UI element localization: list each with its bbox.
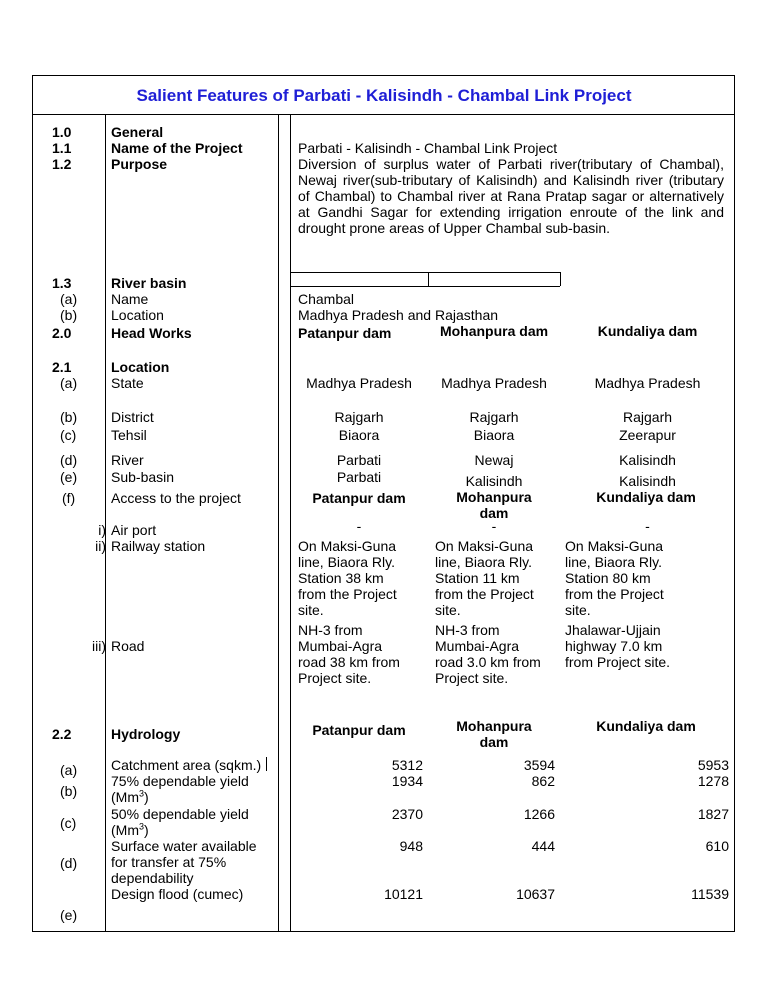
item-value: 610: [705, 838, 729, 854]
item-value: 5312: [391, 757, 423, 773]
item-value: Biaora: [338, 427, 380, 443]
section-number: 1.2: [52, 156, 72, 172]
item-label: Tehsil: [111, 427, 147, 443]
dam-header: Kundaliya dam: [597, 323, 698, 339]
item-value: 1827: [697, 806, 729, 822]
item-value: Madhya Pradesh: [441, 375, 547, 391]
item-value: -: [645, 518, 650, 534]
dam-header: Patanpur dam: [312, 722, 406, 738]
row-divider: [290, 286, 560, 287]
item-label: Location: [111, 307, 164, 323]
item-label: Design flood (cumec): [111, 886, 244, 902]
item-value: Kalisindh: [619, 473, 676, 489]
item-label: Access to the project: [111, 490, 241, 506]
item-label: Air port: [111, 522, 157, 538]
section-label: River basin: [111, 275, 187, 291]
railway-value: On Maksi-Guna line, Biaora Rly. Station 80 km from the Project site.: [565, 538, 664, 618]
column-divider: [560, 272, 561, 286]
road-value: Jhalawar-Ujjain highway 7.0 km from Project site.: [565, 622, 671, 670]
section-label: General: [111, 124, 164, 140]
item-value: Madhya Pradesh: [594, 375, 701, 391]
item-value: Zeerapur: [619, 427, 676, 443]
section-number: 2.1: [52, 359, 72, 375]
item-value: Kalisindh: [619, 452, 676, 468]
section-number: 2.0: [52, 325, 72, 341]
item-value: Kalisindh: [465, 473, 523, 489]
section-label: Hydrology: [111, 726, 181, 742]
section-label: Name of the Project: [111, 140, 243, 156]
item-value: 948: [399, 838, 423, 854]
item-value: Newaj: [474, 452, 514, 468]
item-number: (b): [60, 307, 78, 323]
item-label: Road: [111, 638, 145, 654]
item-label: District: [111, 409, 154, 425]
item-label: Surface water available for transfer at 75% dependability: [111, 838, 257, 886]
item-value: Madhya Pradesh: [306, 375, 412, 391]
item-value: 10637: [516, 886, 555, 902]
item-value: 5953: [697, 757, 729, 773]
item-value: Madhya Pradesh and Rajasthan: [298, 307, 499, 323]
item-number: (e): [60, 907, 78, 923]
project-name-value: Parbati - Kalisindh - Chambal Link Project: [298, 140, 558, 156]
item-label: Name: [111, 291, 149, 307]
dam-header: Mohanpura dam: [439, 323, 549, 339]
item-number: iii): [92, 638, 106, 654]
item-value: 3594: [523, 757, 555, 773]
column-divider: [278, 115, 279, 932]
item-value: 1278: [697, 773, 729, 789]
item-value: Rajgarh: [469, 409, 519, 425]
item-number: (a): [60, 762, 78, 778]
section-number: 1.1: [52, 140, 72, 156]
item-label: River: [111, 452, 144, 468]
item-value: Rajgarh: [622, 409, 673, 425]
section-number: 2.2: [52, 726, 72, 742]
item-number: (b): [60, 409, 78, 425]
item-value: Parbati: [336, 469, 382, 485]
dam-header: Kundaliya dam: [596, 489, 696, 505]
item-number: (d): [60, 855, 78, 871]
item-value: Chambal: [298, 291, 355, 307]
item-label: 75% dependable yield (Mm$^3$): [111, 773, 249, 805]
section-label: Head Works: [111, 325, 192, 341]
item-value: 444: [531, 838, 555, 854]
item-number: (f): [62, 490, 76, 506]
section-label: Location: [111, 359, 170, 375]
section-number: 1.0: [52, 124, 72, 140]
item-value: 11539: [691, 886, 729, 902]
item-number: (b): [60, 783, 78, 799]
purpose-value: Diversion of surplus water of Parbati river(tributary of Chambal), Newaj river(sub-tributary of Kalisindh) and Kalisindh river (tributary of Chambal) to Chambal river at Rana Pratap sagar or alternatively at Gandhi Sagar for extending irrigation enroute of the link and drought prone areas of Upper Chambal sub-basin.: [298, 156, 724, 236]
item-label: 50% dependable yield (Mm$^3$): [111, 806, 249, 838]
item-label: State: [111, 375, 144, 391]
road-value: NH-3 from Mumbai-Agra road 38 km from Project site.: [298, 622, 400, 686]
item-value: 1934: [391, 773, 423, 789]
item-value: Biaora: [473, 427, 515, 443]
column-divider: [428, 272, 429, 286]
dam-header: Patanpur dam: [298, 325, 392, 341]
item-value: -: [356, 518, 362, 534]
item-value: 1266: [523, 806, 555, 822]
item-number: (c): [60, 815, 77, 831]
item-value: 10121: [384, 886, 423, 902]
section-label: Purpose: [111, 156, 168, 172]
item-label: Sub-basin: [111, 469, 175, 485]
section-number: 1.3: [52, 275, 72, 291]
dam-header: Kundaliya dam: [596, 718, 696, 734]
page-title: Salient Features of Parbati - Kalisindh - Chambal Link Project: [136, 86, 632, 105]
item-label: Railway station: [111, 538, 206, 554]
row-divider: [290, 272, 560, 273]
road-value: NH-3 from Mumbai-Agra road 3.0 km from Project site.: [435, 622, 541, 686]
item-number: (d): [60, 452, 78, 468]
item-value: 2370: [391, 806, 423, 822]
item-value: Rajgarh: [334, 409, 384, 425]
dam-header: Mohanpura dam: [456, 718, 532, 750]
railway-value: On Maksi-Guna line, Biaora Rly. Station 11 km from the Project site.: [435, 538, 534, 618]
dam-header: Mohanpura dam: [456, 489, 532, 521]
item-value: -: [491, 518, 497, 534]
item-label: Catchment area (sqkm.): [111, 757, 262, 773]
item-number: (a): [60, 291, 78, 307]
item-value: 862: [531, 773, 555, 789]
dam-header: Patanpur dam: [312, 490, 406, 506]
item-number: ii): [95, 538, 106, 554]
item-number: (e): [60, 469, 78, 485]
column-divider: [266, 757, 267, 771]
railway-value: On Maksi-Guna line, Biaora Rly. Station 38 km from the Project site.: [298, 538, 397, 618]
item-number: (a): [60, 375, 78, 391]
item-number: i): [98, 522, 106, 538]
item-number: (c): [60, 427, 77, 443]
item-value: Parbati: [336, 452, 382, 468]
